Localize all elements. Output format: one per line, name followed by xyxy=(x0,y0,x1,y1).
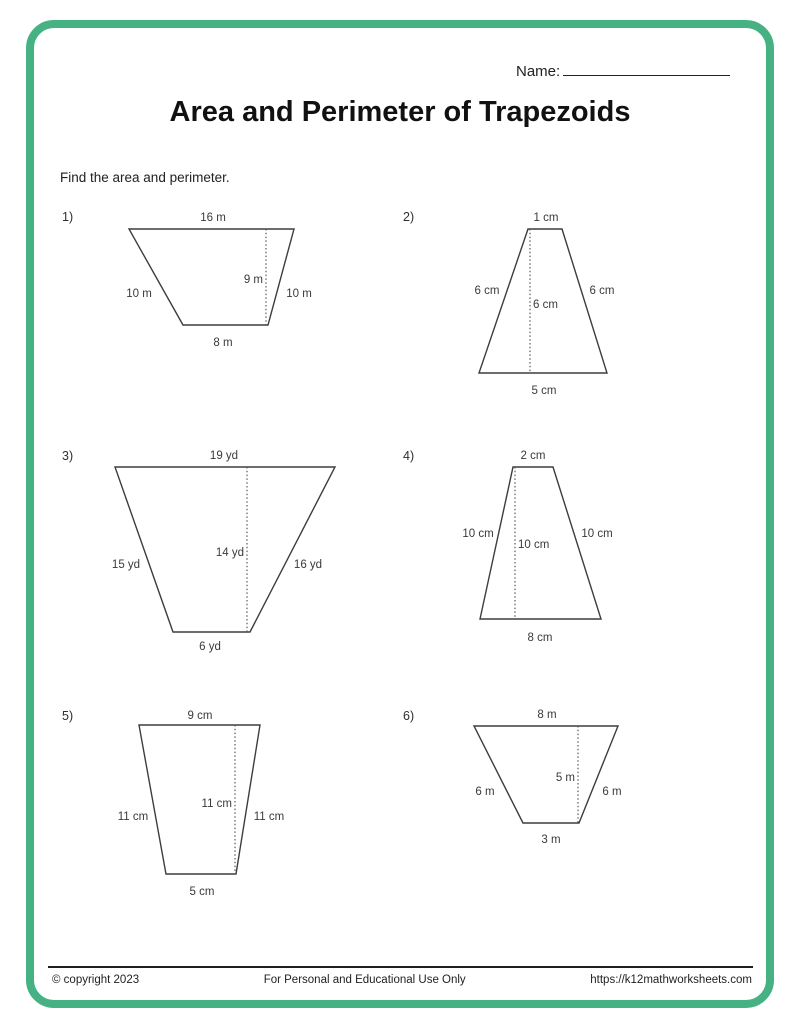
left-side-label: 10 m xyxy=(126,288,152,300)
footer-copyright: © copyright 2023 xyxy=(52,974,140,986)
height-label: 14 yd xyxy=(215,547,244,559)
right-side-label: 10 cm xyxy=(581,528,613,540)
bottom-side-label: 3 m xyxy=(541,834,561,846)
left-side-label: 6 m xyxy=(475,786,495,798)
problem-number: 5) xyxy=(62,709,74,723)
problem-1-figure xyxy=(55,203,325,353)
right-side-label: 10 m xyxy=(286,288,312,300)
top-side-label: 9 cm xyxy=(187,710,213,722)
problem-number: 6) xyxy=(403,709,415,723)
bottom-side-label: 8 cm xyxy=(527,632,553,644)
problem-2-figure xyxy=(395,203,665,403)
bottom-side-label: 8 m xyxy=(213,337,233,349)
left-side-label: 11 cm xyxy=(117,811,149,823)
height-label: 10 cm xyxy=(518,539,550,551)
left-side-label: 15 yd xyxy=(111,559,141,571)
footer xyxy=(52,974,752,986)
trapezoid-shape xyxy=(474,726,618,823)
left-side-label: 10 cm xyxy=(462,528,494,540)
height-label: 11 cm xyxy=(201,798,232,810)
problem-number: 2) xyxy=(403,210,415,224)
bottom-side-label: 6 yd xyxy=(199,641,221,653)
top-side-label: 19 yd xyxy=(209,450,239,462)
right-side-label: 11 cm xyxy=(253,811,285,823)
footer-usage: For Personal and Educational Use Only xyxy=(263,974,466,986)
problem-3-figure xyxy=(55,443,345,658)
name-blank-line xyxy=(563,60,730,76)
top-side-label: 2 cm xyxy=(520,450,546,462)
right-side-label: 6 cm xyxy=(589,285,615,297)
problem-4-figure xyxy=(395,443,665,648)
height-label: 9 m xyxy=(243,274,263,286)
problem-5-figure xyxy=(55,703,325,903)
trapezoid-shape xyxy=(129,229,294,325)
problem-number: 4) xyxy=(403,449,415,463)
trapezoid-shape xyxy=(139,725,260,874)
right-side-label: 16 yd xyxy=(293,559,323,571)
problem-6-figure xyxy=(395,703,665,853)
name-row xyxy=(516,60,730,80)
page-title: Area and Perimeter of Trapezoids xyxy=(169,96,631,128)
problem-number: 1) xyxy=(62,210,74,224)
bottom-side-label: 5 cm xyxy=(189,886,215,898)
problem-number: 3) xyxy=(62,449,74,463)
top-side-label: 16 m xyxy=(200,212,226,224)
top-side-label: 1 cm xyxy=(533,212,559,224)
right-side-label: 6 m xyxy=(602,786,622,798)
name-label: Name: xyxy=(516,63,561,80)
instruction-text: Find the area and perimeter. xyxy=(60,170,230,185)
left-side-label: 6 cm xyxy=(474,285,500,297)
height-label: 5 m xyxy=(555,772,575,784)
height-label: 6 cm xyxy=(533,299,558,311)
top-side-label: 8 m xyxy=(537,709,557,721)
footer-divider xyxy=(48,966,753,968)
bottom-side-label: 5 cm xyxy=(531,385,557,397)
footer-url: https://k12mathworksheets.com xyxy=(590,974,752,986)
